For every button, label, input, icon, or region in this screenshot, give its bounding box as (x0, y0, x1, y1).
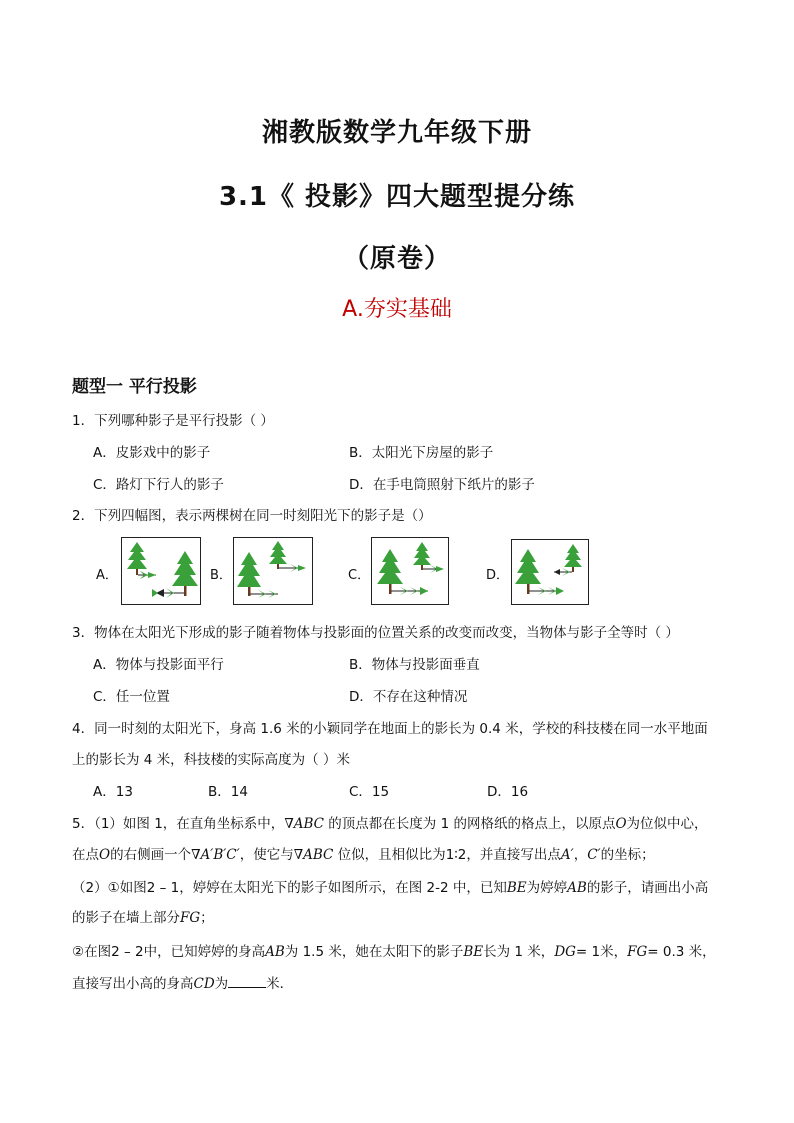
q1-option-c: C．路灯下行人的影子 (93, 477, 224, 493)
text: 位似，且相似比为 (333, 847, 446, 863)
text: 为婷婷 (526, 880, 568, 896)
q1-option-d: D．在手电筒照射下纸片的影子 (349, 477, 535, 493)
math-segment-fg: FG (627, 944, 648, 960)
math-triangle-abc: ∇ABC (293, 847, 334, 863)
big-shadow-icon (250, 590, 278, 598)
math-point-c1: C′ (587, 847, 601, 863)
small-shadow-icon (554, 568, 572, 576)
text: = 1米， (575, 944, 628, 960)
text: 为 (214, 976, 229, 992)
trees-shadow-figure-a (122, 538, 199, 603)
math-segment-ab: AB (567, 880, 587, 896)
math-segment-be: BE (463, 944, 484, 960)
big-shadow-icon (391, 587, 428, 595)
doc-title: 湘教版数学九年级下册 (261, 118, 532, 148)
big-shadow-icon (152, 588, 184, 598)
q4-option-d: D．16 (487, 784, 529, 800)
q2-stem: 2．下列四幅图，表示两棵树在同一时刻阳光下的影子是（） (72, 508, 432, 524)
trees-shadow-figure-c (372, 538, 447, 603)
q2-option-d-label: D． (486, 568, 510, 583)
text: 的影子，请画出小高 (586, 880, 709, 896)
math-ratio: 1∶2 (445, 847, 467, 863)
q5-part2-line1 (72, 876, 708, 896)
text: ，并直接写出点 (466, 847, 561, 863)
math-point-o: O (615, 816, 627, 832)
q4-stem-line2: 上的影长为 4 米，科技楼的实际高度为（ ）米 (72, 752, 350, 768)
text: = 0.3 米， (647, 944, 716, 960)
figure-ref: 2 – 1 (146, 880, 180, 896)
text: 中，已知婷婷的身高 (143, 944, 266, 960)
text: 长为 1 米， (483, 944, 555, 960)
text: 为 1.5 米，她在太阳下的影子 (284, 944, 464, 960)
text: 的右侧画一个 (110, 847, 192, 863)
figure-ref: 2 – 2 (111, 944, 144, 960)
text: ②在图 (72, 944, 112, 960)
q3-option-d: D．不存在这种情况 (349, 689, 468, 705)
q2-option-b-figure (233, 537, 313, 605)
q4-option-b: B．14 (208, 784, 248, 800)
text: 的影子在墙上部分 (72, 910, 180, 926)
q5-part2-line4 (72, 972, 293, 992)
doc-subtitle-original: （原卷） (342, 244, 451, 274)
text: 5．（1）如图 1，在直角坐标系中， (72, 816, 285, 832)
q1-option-a: A．皮影戏中的影子 (93, 445, 211, 461)
math-segment-fg: FG (180, 910, 201, 926)
math-point-a1: A′ (560, 847, 574, 863)
small-shadow-icon (279, 564, 306, 572)
text: ，使它与 (239, 847, 294, 863)
q2-option-d-figure (511, 539, 589, 605)
text: ， (573, 847, 588, 863)
q2-option-b-label: B． (210, 568, 232, 583)
q4-stem-line1: 4．同一时刻的太阳光下，身高 1.6 米的小颖同学在地面上的影长为 0.4 米，学校的科技楼在同一水平地面 (72, 721, 708, 737)
answer-blank[interactable] (228, 975, 266, 988)
text: （2）①如图 (72, 880, 147, 896)
text: 的坐标； (600, 847, 655, 863)
q5-part2-line3 (72, 940, 716, 960)
math-triangle-a1b1c1: ∇A′B′C′ (191, 847, 240, 863)
math-segment-ab: AB (265, 944, 285, 960)
text: ； (200, 910, 214, 926)
q2-option-c-figure (371, 537, 449, 605)
text: 直接写出小高的身高 (72, 976, 194, 992)
q4-option-a: A．13 (93, 784, 133, 800)
doc-subtitle: 3.1《 投影》四大题型提分练 (218, 182, 576, 212)
q5-part1-line2 (72, 843, 655, 863)
small-tree-icon (413, 542, 431, 570)
math-point-o: O (99, 847, 111, 863)
big-tree-icon (377, 549, 403, 594)
q1-stem: 1．下列哪种影子是平行投影（ ） (72, 413, 274, 429)
q2-option-c-label: C． (348, 568, 371, 583)
small-tree-icon (564, 544, 582, 572)
section-heading: A.夯实基础 (342, 297, 452, 322)
small-tree-icon (127, 542, 147, 575)
big-tree-icon (172, 551, 198, 596)
math-segment-dg: DG (554, 944, 576, 960)
q1-option-b: B．太阳光下房屋的影子 (349, 445, 494, 461)
text: 的顶点都在长度为 1 的网格纸的格点上，以原点 (324, 816, 616, 832)
text: 在点 (72, 847, 99, 863)
q5-part1-line1 (72, 812, 708, 832)
big-tree-icon (237, 552, 261, 596)
q2-option-a-figure (121, 537, 201, 605)
q5-part2-line2 (72, 906, 214, 926)
q3-option-c: C．任一位置 (93, 689, 170, 705)
small-shadow-icon (423, 565, 444, 573)
q2-option-a-label: A． (96, 568, 118, 583)
math-segment-be: BE (506, 880, 527, 896)
text: 米． (266, 976, 294, 992)
small-tree-icon (269, 541, 287, 569)
trees-shadow-figure-d (512, 540, 587, 603)
q3-option-a: A．物体与投影面平行 (93, 657, 224, 673)
q3-stem: 3．物体在太阳光下形成的影子随着物体与投影面的位置关系的改变而改变，当物体与影子全等时（ ） (72, 625, 679, 641)
q3-option-b: B．物体与投影面垂直 (349, 657, 480, 673)
math-triangle-abc: ∇ABC (284, 816, 324, 832)
trees-shadow-figure-b (234, 538, 311, 603)
text: 为位似中心， (626, 816, 708, 832)
q4-option-c: C．15 (349, 784, 390, 800)
small-shadow-icon (138, 571, 156, 579)
text: ，婷婷在太阳光下的影子如图所示，在图 2-2 中，已知 (179, 880, 507, 896)
big-tree-icon (515, 549, 541, 594)
math-segment-cd: CD (193, 976, 215, 992)
big-shadow-icon (529, 587, 564, 595)
question-type-heading: 题型一 平行投影 (72, 377, 197, 397)
